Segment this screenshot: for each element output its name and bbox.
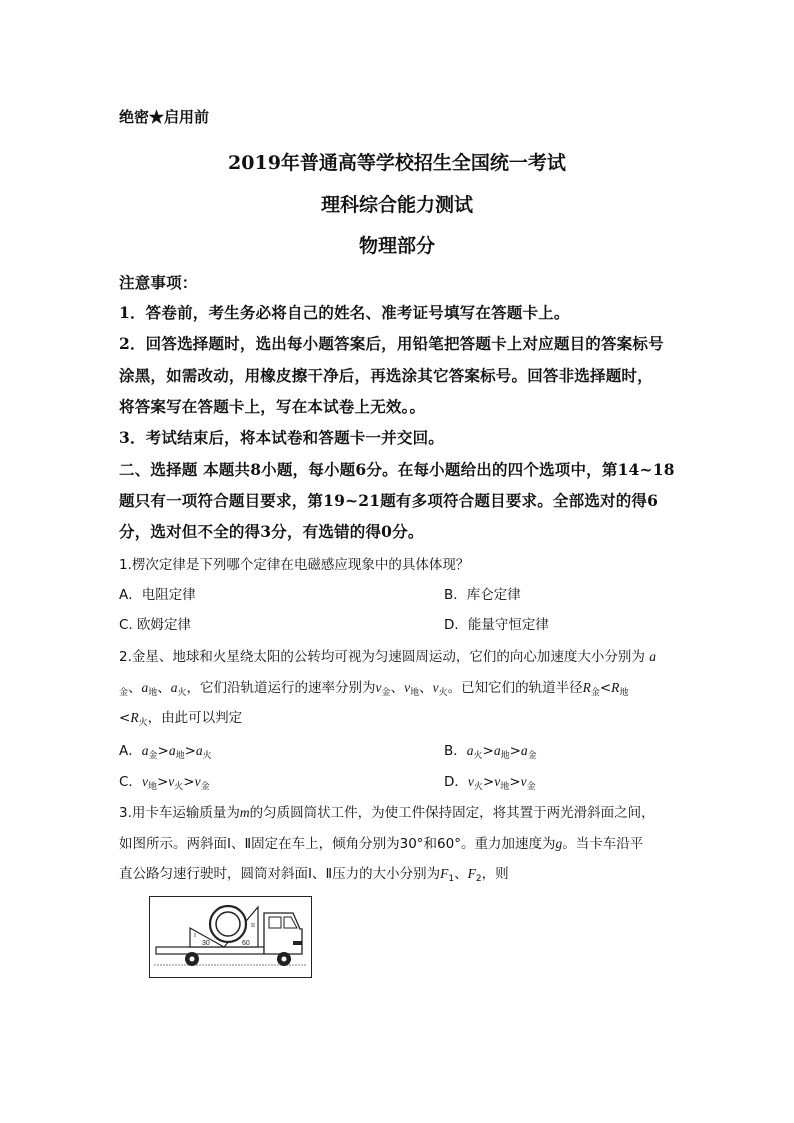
- q2-end-text: ，由此可以判定: [147, 710, 243, 726]
- exam-part: 物理部分: [358, 235, 435, 257]
- option-label: B．: [444, 743, 467, 759]
- notice-item-2-line-2: 涂黑，如需改动，用橡皮擦干净后，再选涂其它答案标号。回答非选择题时，: [119, 366, 653, 385]
- var-r: R: [582, 680, 591, 695]
- var-a: a: [170, 680, 178, 695]
- cylinder-inner: [216, 912, 240, 936]
- sub-di: 地: [175, 751, 185, 761]
- q2-option-c: [119, 770, 210, 792]
- var-v: v: [375, 680, 382, 695]
- secret-label: 绝密★启用前: [119, 108, 210, 126]
- q3-text: 直公路匀速行驶时，圆筒对斜面Ⅰ、Ⅱ压力的大小分别为: [119, 866, 441, 882]
- bumper: [293, 941, 302, 945]
- var-v: v: [432, 680, 439, 695]
- var-a: a: [466, 743, 474, 758]
- q3-stem-line-3: [119, 862, 509, 884]
- wheel-hub: [282, 957, 287, 962]
- q1-stem: 1.楞次定律是下列哪个定律在电磁感应现象中的具体体现？: [119, 557, 470, 573]
- sub-2: 2: [475, 874, 482, 884]
- q2-tail-text: 。已知它们的轨道半径: [447, 680, 583, 696]
- gt: >: [156, 774, 169, 790]
- sub-jin: 金: [119, 688, 129, 698]
- q2-stem-text: 2.金星、地球和火星绕太阳的公转均可视为匀速圆周运动，它们的向心加速度大小分别为: [119, 649, 645, 665]
- gt: >: [509, 774, 521, 790]
- sep: 、: [128, 680, 142, 696]
- angle-30-label: 30: [202, 940, 210, 947]
- q1-option-d: D．能量守恒定律: [444, 617, 549, 633]
- sub-di: 地: [148, 688, 158, 698]
- lt: <: [119, 710, 131, 726]
- sub-1: 1: [448, 874, 455, 884]
- q1-option-b: B．库仑定律: [444, 587, 521, 603]
- section-line-3: 分，选对但不全的得3分，有选错的得0分。: [119, 522, 424, 541]
- var-f: F: [440, 866, 449, 881]
- var-a: a: [195, 743, 203, 758]
- q3-text: 如图所示。两斜面Ⅰ、Ⅱ固定在车上，倾角分别为30°和60°。重力加速度为: [119, 836, 556, 852]
- gt: >: [482, 743, 494, 759]
- var-v: v: [520, 774, 527, 789]
- q3-stem-line-2: [119, 832, 643, 852]
- q2-mid-text: ，它们沿轨道运行的速率分别为: [186, 680, 376, 696]
- notice-item-2-line-1: 2．回答选择题时，选出每小题答案后，用铅笔把答题卡上对应题目的答案标号: [119, 334, 664, 353]
- notice-heading: 注意事项：: [119, 273, 198, 292]
- cab-window: [269, 917, 281, 928]
- sub-huo: 火: [174, 782, 184, 792]
- wheel-hub: [190, 957, 195, 962]
- var-v: v: [404, 680, 411, 695]
- lt: <: [599, 680, 612, 696]
- var-a: a: [520, 743, 528, 758]
- var-a: a: [493, 743, 501, 758]
- sep: 、: [157, 680, 171, 696]
- var-r: R: [611, 680, 620, 695]
- gt: >: [482, 774, 495, 790]
- var-f: F: [467, 866, 476, 881]
- sep: 、: [419, 680, 433, 696]
- sub-di: 地: [619, 688, 629, 698]
- var-m: m: [239, 805, 250, 820]
- incline-i-label: I: [194, 933, 196, 939]
- angle-60-label: 60: [242, 940, 250, 947]
- notice-item-3: 3．考试结束后，将本试卷和答题卡一并交回。: [119, 428, 444, 447]
- q3-text: 。当卡车沿平: [562, 836, 644, 852]
- notice-item-2-line-3: 将答案写在答题卡上，写在本试卷上无效。。: [119, 397, 426, 416]
- gt: >: [157, 743, 169, 759]
- var-v: v: [467, 774, 474, 789]
- incline-ii-label: II: [251, 923, 255, 929]
- sub-jin: 金: [381, 688, 391, 698]
- q2-stem-line-2: [119, 676, 628, 698]
- q2-option-b: [444, 739, 537, 761]
- exam-title: 2019年普通高等学校招生全国统一考试: [228, 152, 566, 174]
- var-v: v: [194, 774, 201, 789]
- var-g: g: [555, 836, 563, 851]
- sub-jin: 金: [200, 782, 210, 792]
- sub-huo: 火: [473, 751, 483, 761]
- q2-option-d: [444, 770, 536, 792]
- gt: >: [183, 774, 195, 790]
- var-r: R: [130, 710, 139, 725]
- q1-option-c: C. 欧姆定律: [119, 617, 192, 633]
- var-v: v: [141, 774, 148, 789]
- q2-stem-line-3: [119, 706, 242, 728]
- sub-jin: 金: [527, 751, 537, 761]
- exam-subtitle: 理科综合能力测试: [320, 194, 473, 216]
- sub-jin: 金: [148, 751, 158, 761]
- truck-bed: [156, 947, 264, 954]
- sep: 、: [390, 680, 405, 696]
- var-a: a: [141, 680, 149, 695]
- sub-jin: 金: [590, 688, 600, 698]
- notice-item-1: 1．答卷前，考生务必将自己的姓名、准考证号填写在答题卡上。: [119, 303, 570, 322]
- option-label: A．: [119, 743, 142, 759]
- var-a: a: [649, 649, 656, 664]
- sub-di: 地: [500, 782, 510, 792]
- q3-text: 的匀质圆筒状工件，为使工件保持固定，将其置于两光滑斜面之间，: [249, 805, 655, 821]
- sub-di: 地: [410, 688, 420, 698]
- q2-stem-line-1: [119, 645, 656, 665]
- var-v: v: [168, 774, 175, 789]
- sub-huo: 火: [438, 688, 448, 698]
- section-line-2: 题只有一项符合题目要求，第19~21题有多项符合题目要求。全部选对的得6: [119, 491, 659, 510]
- truck-illustration: [150, 897, 311, 977]
- section-line-1: 二、选择题 本题共8小题，每小题6分。在每小题给出的四个选项中，第14~18: [119, 460, 675, 479]
- option-label: C．: [119, 774, 142, 790]
- q1-option-a: A．电阻定律: [119, 587, 196, 603]
- sub-di: 地: [147, 782, 157, 792]
- gt: >: [184, 743, 196, 759]
- var-v: v: [494, 774, 501, 789]
- sep: 、: [454, 866, 468, 882]
- q3-text: ，则: [481, 866, 509, 882]
- sub-di: 地: [500, 751, 510, 761]
- sub-huo: 火: [177, 688, 187, 698]
- var-a: a: [168, 743, 176, 758]
- truck-figure: [149, 896, 312, 978]
- sub-jin: 金: [526, 782, 536, 792]
- q3-stem-line-1: [119, 801, 655, 821]
- gt: >: [509, 743, 521, 759]
- sub-huo: 火: [138, 718, 148, 728]
- q3-text: 3.用卡车运输质量为: [119, 805, 240, 821]
- sub-huo: 火: [473, 782, 483, 792]
- var-a: a: [141, 743, 149, 758]
- option-label: D．: [444, 774, 468, 790]
- sub-huo: 火: [202, 751, 212, 761]
- q2-option-a: [119, 739, 212, 761]
